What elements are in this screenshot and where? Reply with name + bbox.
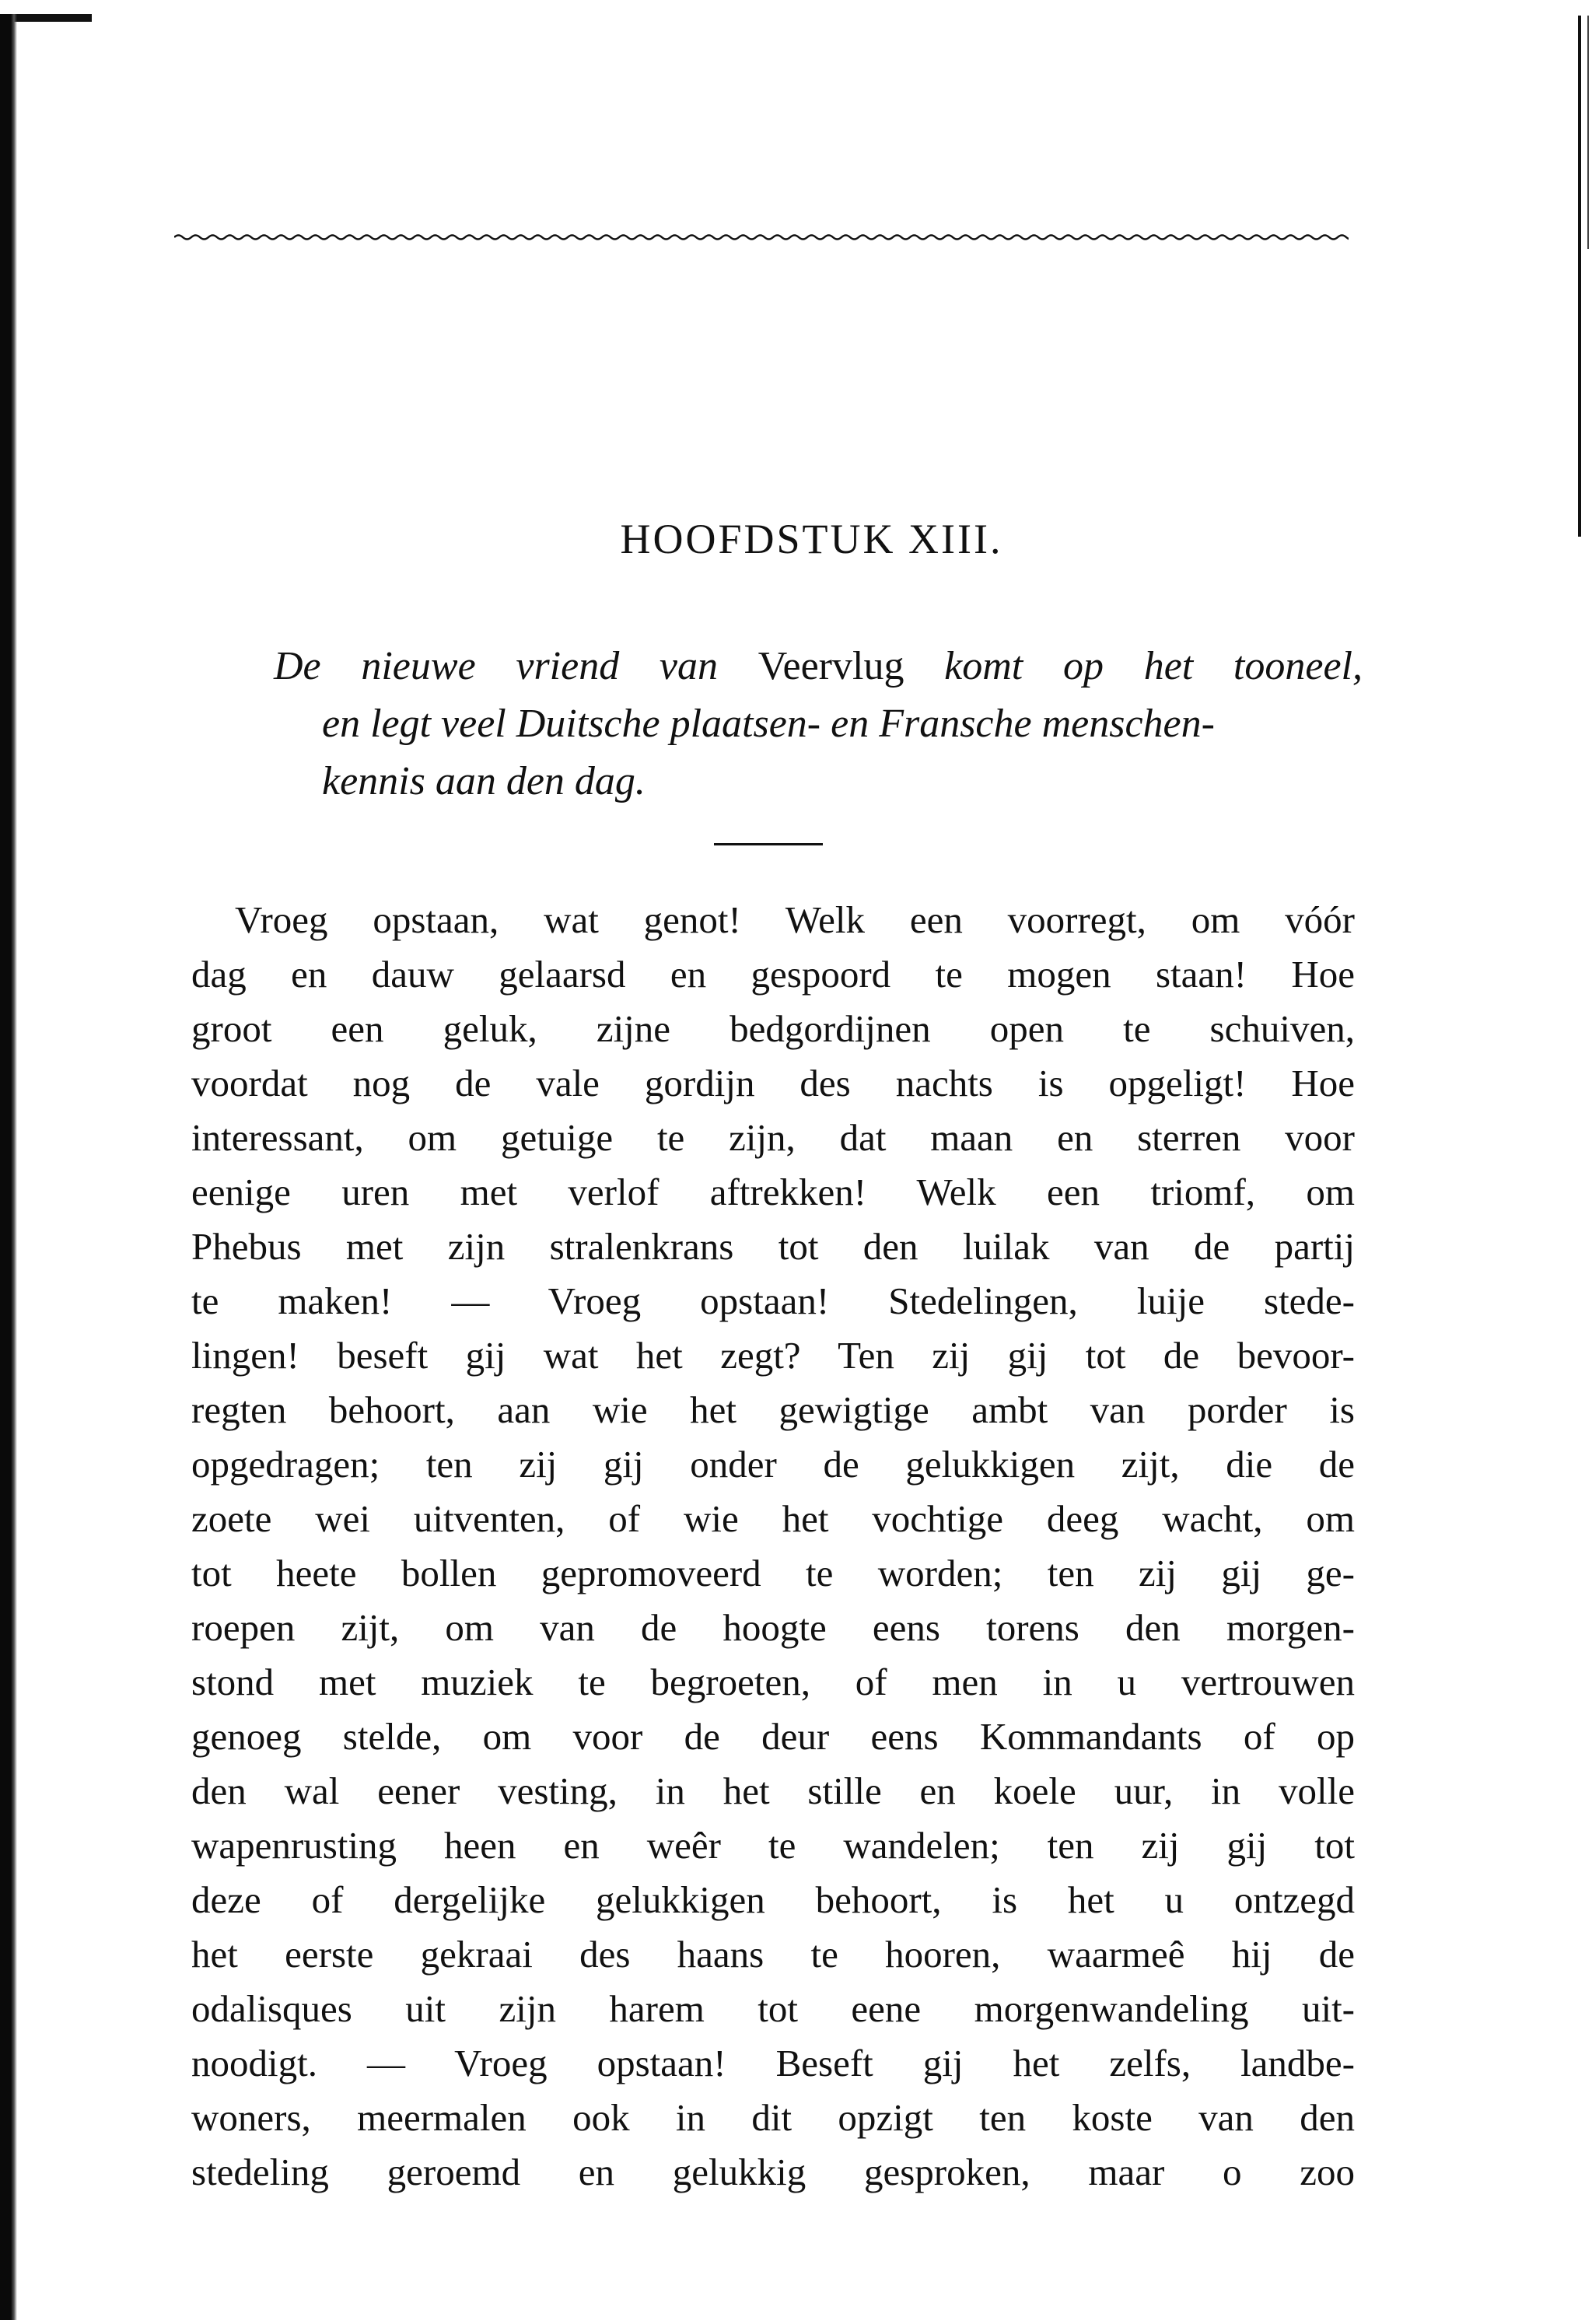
body-line: den wal eener vesting, in het stille en koele uur, in volle (191, 1769, 1355, 1812)
body-line: roepen zijt, om van de hoogte eens torens den morgen- (191, 1606, 1355, 1649)
chapter-title: HOOFDSTUK XIII. (620, 516, 1003, 562)
summary-line-3: kennis aan den dag. (322, 759, 646, 803)
body-line: dag en dauw gelaarsd en gespoord te mogen staan! Hoe (191, 953, 1355, 996)
summary-line-2: en legt veel Duitsche plaatsen- en Fransche menschen- (322, 702, 1215, 746)
summary-line-1 (274, 638, 1363, 695)
wavy-ornament-rule (174, 227, 1349, 247)
body-line: wapenrusting heen en weêr te wandelen; ten zij gij tot (191, 1824, 1355, 1867)
scan-edge-left (0, 14, 17, 2320)
body-line: interessant, om getuige te zijn, dat maan en sterren voor (191, 1116, 1355, 1159)
body-line: Phebus met zijn stralenkrans tot den luilak van de partij (191, 1225, 1355, 1268)
body-line: deze of dergelijke gelukkigen behoort, is het u ontzegd (191, 1878, 1355, 1921)
body-line: woners, meermalen ook in dit opzigt ten koste van den (191, 2096, 1355, 2139)
scan-edge-right (1578, 16, 1581, 537)
body-line: zoete wei uitventen, of wie het vochtige deeg wacht, om (191, 1497, 1355, 1540)
body-line: groot een geluk, zijne bedgordijnen open te schuiven, (191, 1007, 1355, 1050)
scan-edge-right-faint (1587, 16, 1589, 249)
summary-name-veervlug: Veervlug (758, 644, 904, 688)
body-line: opgedragen; ten zij gij onder de gelukkigen zijt, die de (191, 1443, 1355, 1486)
summary-italic-a: De nieuwe vriend van (274, 644, 719, 688)
body-line: genoeg stelde, om voor de deur eens Kommandants of op (191, 1715, 1355, 1758)
chapter-summary (274, 638, 1363, 810)
body-line: Vroeg opstaan, wat genot! Welk een voorregt, om vóór (235, 898, 1355, 941)
summary-italic-b: komt op het tooneel, (944, 644, 1363, 688)
body-paragraph (191, 893, 1355, 2200)
body-line: voordat nog de vale gordijn des nachts is opgeligt! Hoe (191, 1062, 1355, 1104)
body-line: tot heete bollen gepromoveerd te worden; ten zij gij ge- (191, 1552, 1355, 1594)
body-line: stond met muziek te begroeten, of men in u vertrouwen (191, 1661, 1355, 1703)
body-line: stedeling geroemd en gelukkig gesproken, maar o zoo (191, 2151, 1355, 2193)
body-line: lingen! beseft gij wat het zegt? Ten zij gij tot de bevoor- (191, 1334, 1355, 1377)
body-line: te maken! — Vroeg opstaan! Stedelingen, luije stede- (191, 1279, 1355, 1322)
body-line: odalisques uit zijn harem tot eene morgenwandeling uit- (191, 1987, 1355, 2030)
section-divider (714, 843, 823, 845)
body-line: regten behoort, aan wie het gewigtige ambt van porder is (191, 1388, 1355, 1431)
body-line: noodigt. — Vroeg opstaan! Beseft gij het zelfs, landbe- (191, 2042, 1355, 2084)
body-line: het eerste gekraai des haans te hooren, waarmeê hij de (191, 1933, 1355, 1976)
body-line: eenige uren met verlof aftrekken! Welk een triomf, om (191, 1171, 1355, 1213)
